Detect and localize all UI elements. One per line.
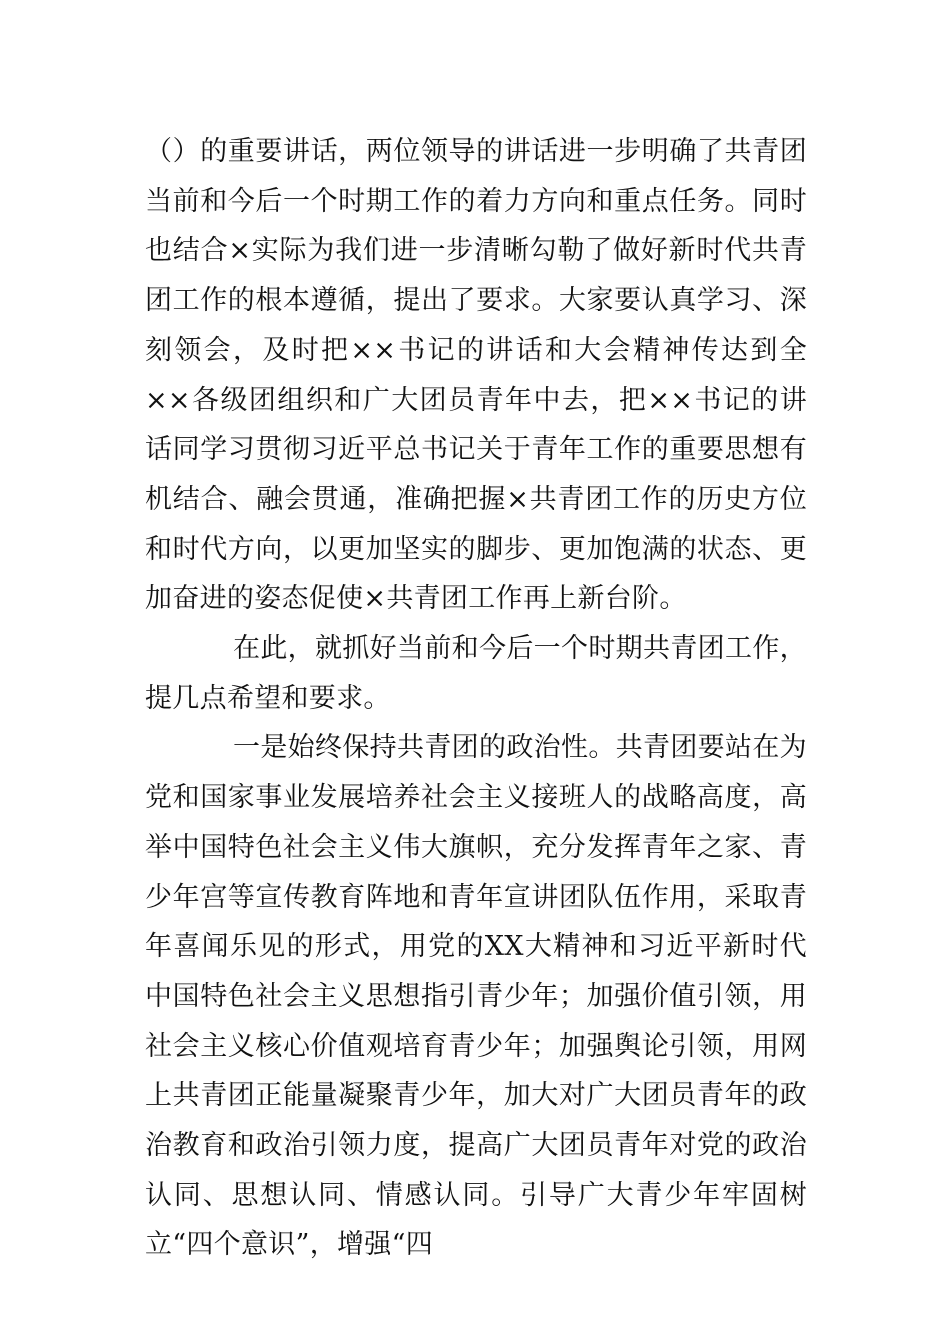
document-body [145, 127, 807, 1270]
paragraph-point-one: 一是始终保持共青团的政治性。共青团要站在为党和国家事业发展培养社会主义接班人的战略高度，高举中国特色社会主义伟大旗帜，充分发挥青年之家、青少年宫等宣传教育阵地和青年宣讲团队伍作用，采取青年喜闻乐见的形式，用党的XX大精神和习近平新时代中国特色社会主义思想指引青少年；加强价值引领，用社会主义核心价值观培育青少年；加强舆论引领，用网上共青团正能量凝聚青少年，加大对广大团员青年的政治教育和政治引领力度，提高广大团员青年对党的政治认同、思想认同、情感认同。引导广大青少年牢固树立“四个意识”，增强“四 [145, 732, 807, 1261]
paragraph-continuation: （）的重要讲话，两位领导的讲话进一步明确了共青团当前和今后一个时期工作的着力方向和重点任务。同时也结合×实际为我们进一步清晰勾勒了做好新时代共青团工作的根本遵循，提出了要求。大家要认真学习、深刻领会，及时把××书记的讲话和大会精神传达到全××各级团组织和广大团员青年中去，把××书记的讲话同学习贯彻习近平总书记关于青年工作的重要思想有机结合、融会贯通，准确把握×共青团工作的历史方位和时代方向，以更加坚实的脚步、更加饱满的状态、更加奋进的姿态促使×共青团工作再上新台阶。 [145, 136, 807, 615]
paragraph-intro-requirements: 在此，就抓好当前和今后一个时期共青团工作，提几点希望和要求。 [145, 633, 807, 714]
